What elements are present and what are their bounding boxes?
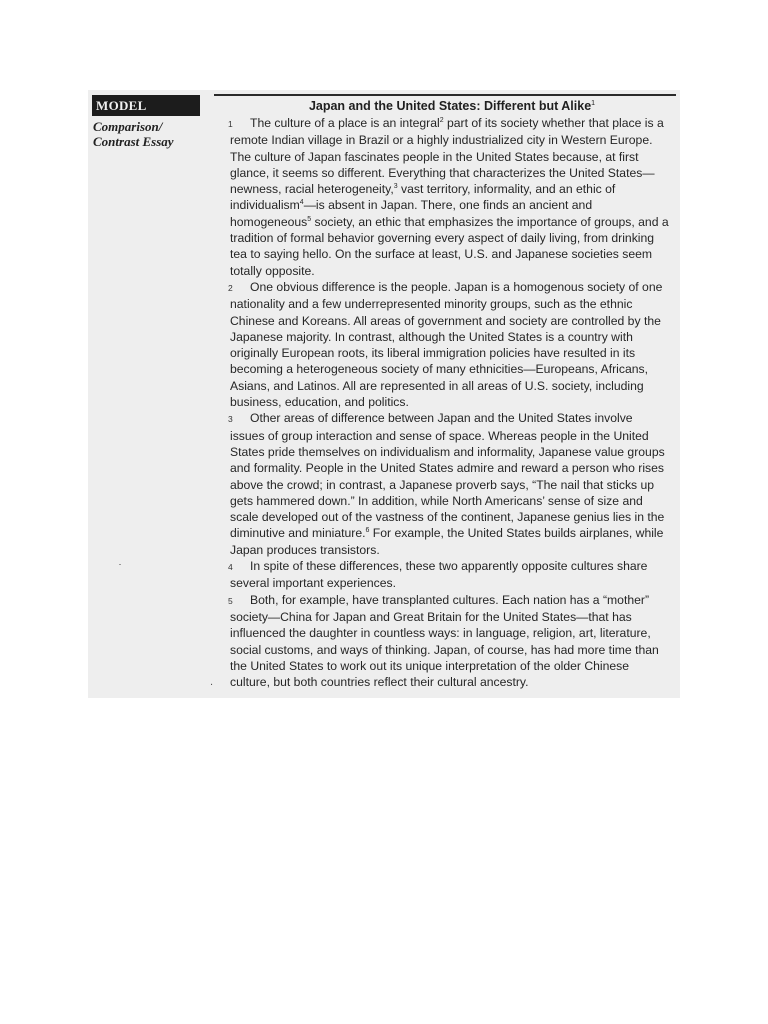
footnote-marker: 2 [439,116,444,124]
essay-paragraph [214,115,670,279]
paragraph-text: Other areas of difference between Japan and the United States involve issues of group interaction and sense of space. Whereas people in the United States pride themselves on individualism and informality, Japanese value groups and formality. People in the United States admire and reward a person who rises above the crowd; in contrast, a Japanese proverb says, “The nail that sticks up gets hammered down.” In addition, while North Americans’ sense of size and scale developed out of the vastness of the continent, Japanese genius lies in the diminutive and miniature. [230,411,665,541]
paragraph-number: 2 [228,282,233,293]
essay-paragraph [214,592,670,691]
footnote-marker: 3 [393,183,398,191]
scan-speck [119,564,121,565]
paragraph-text: part of its society whether that place is a remote Indian village in Brazil or a highly industrialized city in Western Europe. The culture of Japan fascinates people in the United States because, at first glance, it seems so different. Everything that characterizes the United States—newness, racial heterogeneity, [230,116,664,197]
document-type-label [93,119,203,149]
paragraph-number: 4 [228,562,233,573]
document-type-line-1: Comparison/ [93,119,163,134]
footnote-marker: 4 [299,199,304,207]
paragraph-text: Both, for example, have transplanted cultures. Each nation has a “mother” society—China for Japan and Great Britain for the United States—that has influenced the daughter in countless ways: in language, religion, art, literature, social customs, and ways of thinking. Japan, of course, has had more time than the United States to work out its unique interpretation of the older Chinese culture, but both countries reflect their cultural ancestry. [230,592,659,690]
essay [214,94,676,690]
paragraph-number: 3 [228,414,233,425]
paragraph-text: society, an ethic that emphasizes the importance of groups, and a tradition of formal behavior governing every aspect of daily living, from drinking tea to saying hello. On the surface at least, U.S. and Japanese societies seem totally opposite. [230,214,669,278]
margin-dot: . [210,676,214,688]
scanned-page [88,90,680,698]
essay-paragraph [214,558,670,592]
footnote-marker: 6 [365,527,370,535]
document-type-line-2: Contrast Essay [93,134,174,149]
paragraph-text: In spite of these differences, these two apparently opposite cultures share several important experiences. [230,559,648,591]
essay-title [214,98,676,115]
essay-body [214,115,676,690]
essay-paragraph [214,279,670,410]
essay-paragraph [214,410,670,558]
paragraph-text: For example, the United States builds airplanes, while Japan produces transistors. [230,526,664,557]
paragraph-text: —is absent in Japan. There, one finds an ancient and homogeneous [230,198,593,229]
essay-title-text: Japan and the United States: Different but Alike [308,99,592,113]
footnote-marker: 5 [307,215,312,223]
title-footnote-marker: 1 [591,99,596,107]
paragraph-number: 5 [228,595,233,606]
model-label: MODEL [92,95,200,116]
paragraph-text: vast territory, informality, and an ethic of individualism [230,182,616,213]
paragraph-text: The culture of a place is an integral [250,116,440,130]
paragraph-number: 1 [228,119,233,129]
sidebar [88,90,214,698]
paragraph-text: One obvious difference is the people. Japan is a homogenous society of one nationality and a few underrepresented minority groups, such as the ethnic Chinese and Koreans. All areas of government and society are controlled by the Japanese majority. In contrast, although the United States is a country with originally European roots, its liberal immigration policies have resulted in its becoming a heterogeneous society of many ethnicities—Europeans, Africans, Asians, and Latinos. All are represented in all areas of U.S. society, including business, education, and politics. [230,279,663,410]
